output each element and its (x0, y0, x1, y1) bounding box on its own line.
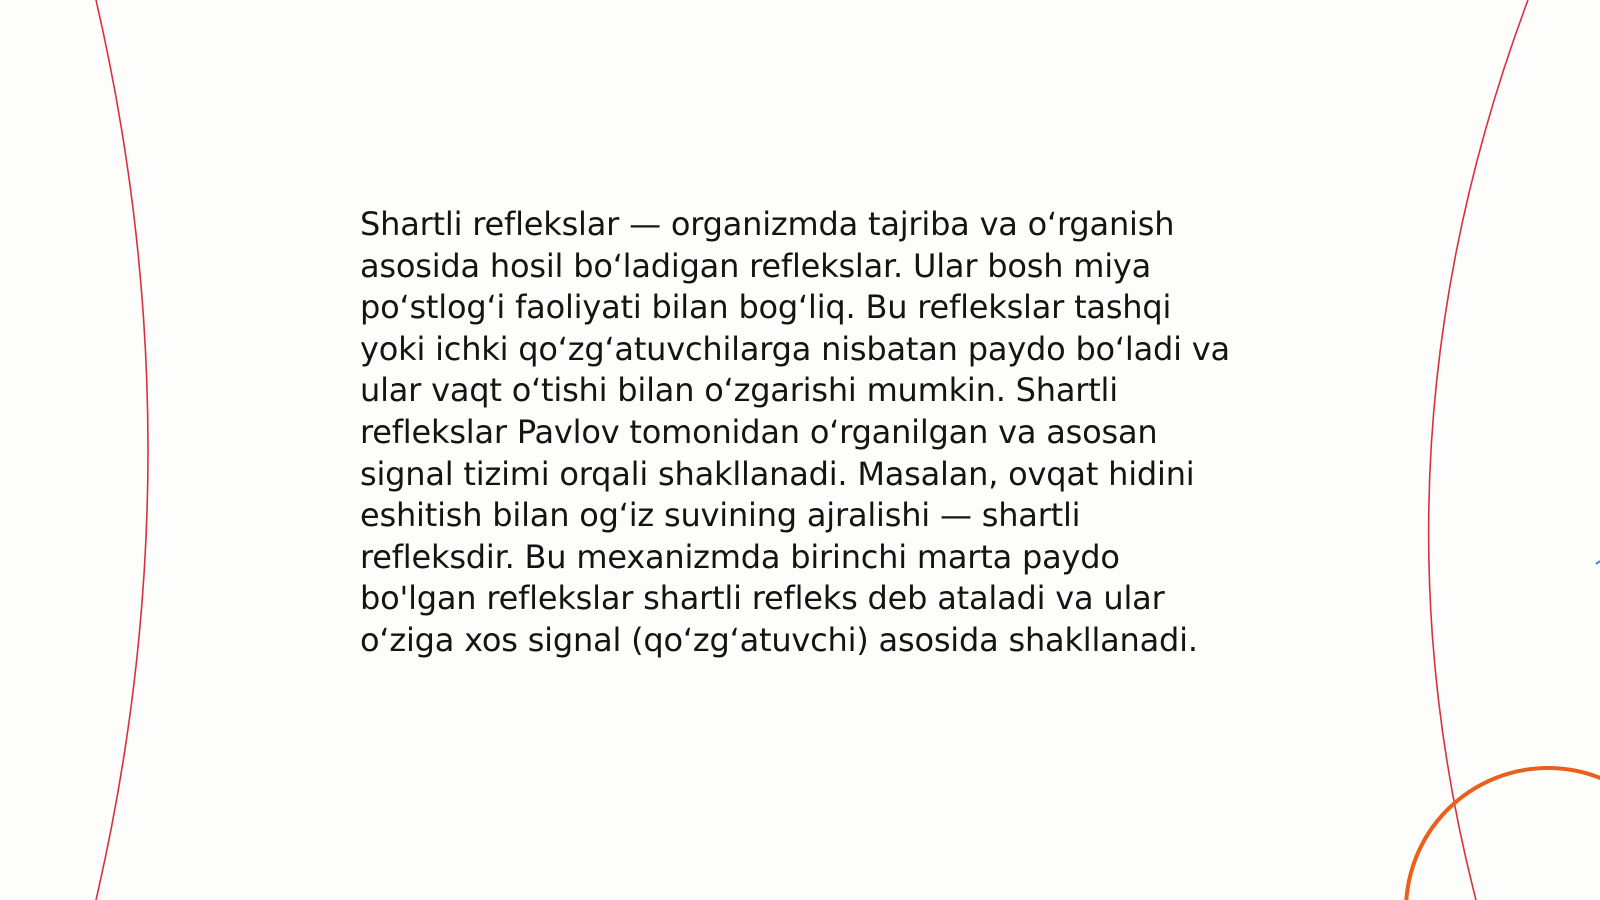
small-accent-mark (1596, 561, 1600, 564)
body-line: yoki ichki qoʻzgʻatuvchilarga nisbatan paydo boʻladi va (360, 329, 1230, 368)
body-line: Shartli reflekslar — organizmda tajriba va oʻrganish (360, 205, 1175, 243)
right-arc-line (1429, 0, 1528, 900)
left-arc-line (96, 0, 148, 900)
body-paragraph (360, 204, 1250, 662)
body-line: bo'lgan reflekslar shartli refleks deb ataladi va ular (360, 579, 1165, 618)
orange-circle-arc (1406, 768, 1600, 900)
body-line: oʻziga xos signal (qoʻzgʻatuvchi) asosida shakllanadi. (360, 620, 1198, 659)
body-line: asosida hosil boʻladigan reflekslar. Ular bosh miya (360, 246, 1152, 285)
body-line: refleksdir. Bu mexanizmda birinchi marta paydo (360, 537, 1120, 576)
body-line: eshitish bilan ogʻiz suvining ajralishi — shartli (360, 496, 1081, 535)
body-line: reflekslar Pavlov tomonidan oʻrganilgan va asosan (360, 412, 1158, 451)
body-line: poʻstlogʻi faoliyati bilan bogʻliq. Bu reflekslar tashqi (360, 288, 1172, 327)
body-line: ular vaqt oʻtishi bilan oʻzgarishi mumkin. Shartli (360, 371, 1118, 410)
body-line: signal tizimi orqali shakllanadi. Masalan, ovqat hidini (360, 454, 1195, 493)
